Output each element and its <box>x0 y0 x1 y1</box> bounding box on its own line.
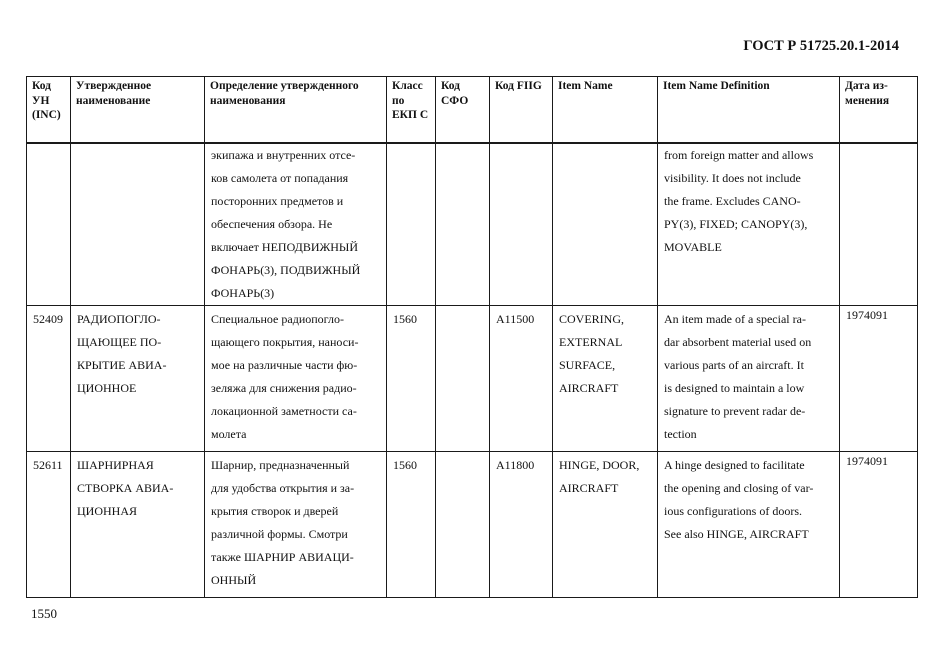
text-line: экипажа и внутренних отсе- <box>211 147 356 162</box>
text-line: See also HINGE, AIRCRAFT <box>664 526 809 541</box>
header-row <box>27 77 918 143</box>
text-line: Специальное радиопогло- <box>211 311 344 326</box>
col-header-fiig: Код FIIG <box>490 77 553 143</box>
col-header-class: Класс по ЕКП С <box>387 77 436 143</box>
text-line: РАДИОПОГЛО- <box>77 311 161 326</box>
text-line: крытия створок и дверей <box>211 503 339 518</box>
cell-class: 1560 <box>387 451 436 597</box>
text-line: AIRCRAFT <box>559 380 619 395</box>
text-line: СТВОРКА АВИА- <box>77 480 174 495</box>
cell-fiig: A11500 <box>490 305 553 451</box>
table-row-continuation <box>27 143 918 306</box>
cell-name-ru <box>71 305 205 451</box>
text-line: зеляжа для снижения радио- <box>211 380 357 395</box>
col-header-sfo: Код СФО <box>436 77 490 143</box>
cell-definition-ru <box>205 305 387 451</box>
text-line: ious configurations of doors. <box>664 503 802 518</box>
text-line: ЦИОННОЕ <box>77 380 137 395</box>
col-header-change-date: Дата из-менения <box>840 77 918 143</box>
cell-class <box>387 143 436 306</box>
text-line: from foreign matter and allows <box>664 147 814 162</box>
text-line: is designed to maintain a low <box>664 380 805 395</box>
text-line: signature to prevent radar de- <box>664 403 806 418</box>
table-row <box>27 305 918 451</box>
text-line: PY(3), FIXED; CANOPY(3), <box>664 216 808 231</box>
text-line: щающего покрытия, наноси- <box>211 334 359 349</box>
cell-name-ru <box>71 143 205 306</box>
text-line: dar absorbent material used on <box>664 334 812 349</box>
cell-item-name <box>553 305 658 451</box>
catalog-table <box>26 76 918 598</box>
cell-name-ru <box>71 451 205 597</box>
table-row <box>27 451 918 597</box>
text-line: мое на различные части фю- <box>211 357 358 372</box>
text-line: для удобства открытия и за- <box>211 480 355 495</box>
document-code: ГОСТ Р 51725.20.1-2014 <box>743 38 899 54</box>
text-line: ков самолета от попадания <box>211 170 349 185</box>
col-header-item-name: Item Name <box>553 77 658 143</box>
cell-inc: 52409 <box>27 305 71 451</box>
cell-sfo <box>436 143 490 306</box>
cell-sfo <box>436 305 490 451</box>
cell-definition-ru <box>205 143 387 306</box>
text-line: the frame. Excludes CANO- <box>664 193 801 208</box>
text-line: ОННЫЙ <box>211 572 257 587</box>
text-line: молета <box>211 426 247 441</box>
text-line: также ШАРНИР АВИАЦИ- <box>211 549 354 564</box>
text-line: tection <box>664 426 697 441</box>
cell-class: 1560 <box>387 305 436 451</box>
cell-item-name <box>553 143 658 306</box>
text-line: различной формы. Смотри <box>211 526 348 541</box>
text-line: SURFACE, <box>559 357 616 372</box>
text-line: An item made of a special ra- <box>664 311 806 326</box>
cell-definition-en <box>658 143 840 306</box>
text-line: MOVABLE <box>664 239 722 254</box>
text-line: AIRCRAFT <box>559 480 619 495</box>
text-line: ФОНАРЬ(3), ПОДВИЖНЫЙ <box>211 262 361 277</box>
text-line: various parts of an aircraft. It <box>664 357 804 372</box>
text-line: КРЫТИЕ АВИА- <box>77 357 167 372</box>
cell-date: 1974091 <box>840 305 918 451</box>
cell-sfo <box>436 451 490 597</box>
cell-fiig: A11800 <box>490 451 553 597</box>
text-line: посторонних предметов и <box>211 193 344 208</box>
text-line: ШАРНИРНАЯ <box>77 457 154 472</box>
col-header-item-definition: Item Name Definition <box>658 77 840 143</box>
cell-date <box>840 143 918 306</box>
text-line: обеспечения обзора. Не <box>211 216 333 231</box>
cell-definition-en <box>658 305 840 451</box>
text-line: HINGE, DOOR, <box>559 457 640 472</box>
text-line: Шарнир, предназначенный <box>211 457 350 472</box>
cell-inc <box>27 143 71 306</box>
cell-fiig <box>490 143 553 306</box>
cell-date: 1974091 <box>840 451 918 597</box>
text-line: ЦИОННАЯ <box>77 503 137 518</box>
text-line: EXTERNAL <box>559 334 623 349</box>
cell-definition-en <box>658 451 840 597</box>
col-header-definition: Определение утвержденного наименования <box>205 77 387 143</box>
text-line: ЩАЮЩЕЕ ПО- <box>77 334 162 349</box>
cell-item-name <box>553 451 658 597</box>
text-line: visibility. It does not include <box>664 170 801 185</box>
col-header-inc: Код УН (INC) <box>27 77 71 143</box>
text-line: включает НЕПОДВИЖНЫЙ <box>211 239 359 254</box>
text-line: ФОНАРЬ(3) <box>211 285 275 300</box>
text-line: COVERING, <box>559 311 624 326</box>
text-line: локационной заметности са- <box>211 403 357 418</box>
text-line: the opening and closing of var- <box>664 480 814 495</box>
cell-definition-ru <box>205 451 387 597</box>
col-header-approved-name: Утвержденное наименование <box>71 77 205 143</box>
cell-inc: 52611 <box>27 451 71 597</box>
text-line: A hinge designed to facilitate <box>664 457 805 472</box>
page-number: 1550 <box>31 606 57 621</box>
